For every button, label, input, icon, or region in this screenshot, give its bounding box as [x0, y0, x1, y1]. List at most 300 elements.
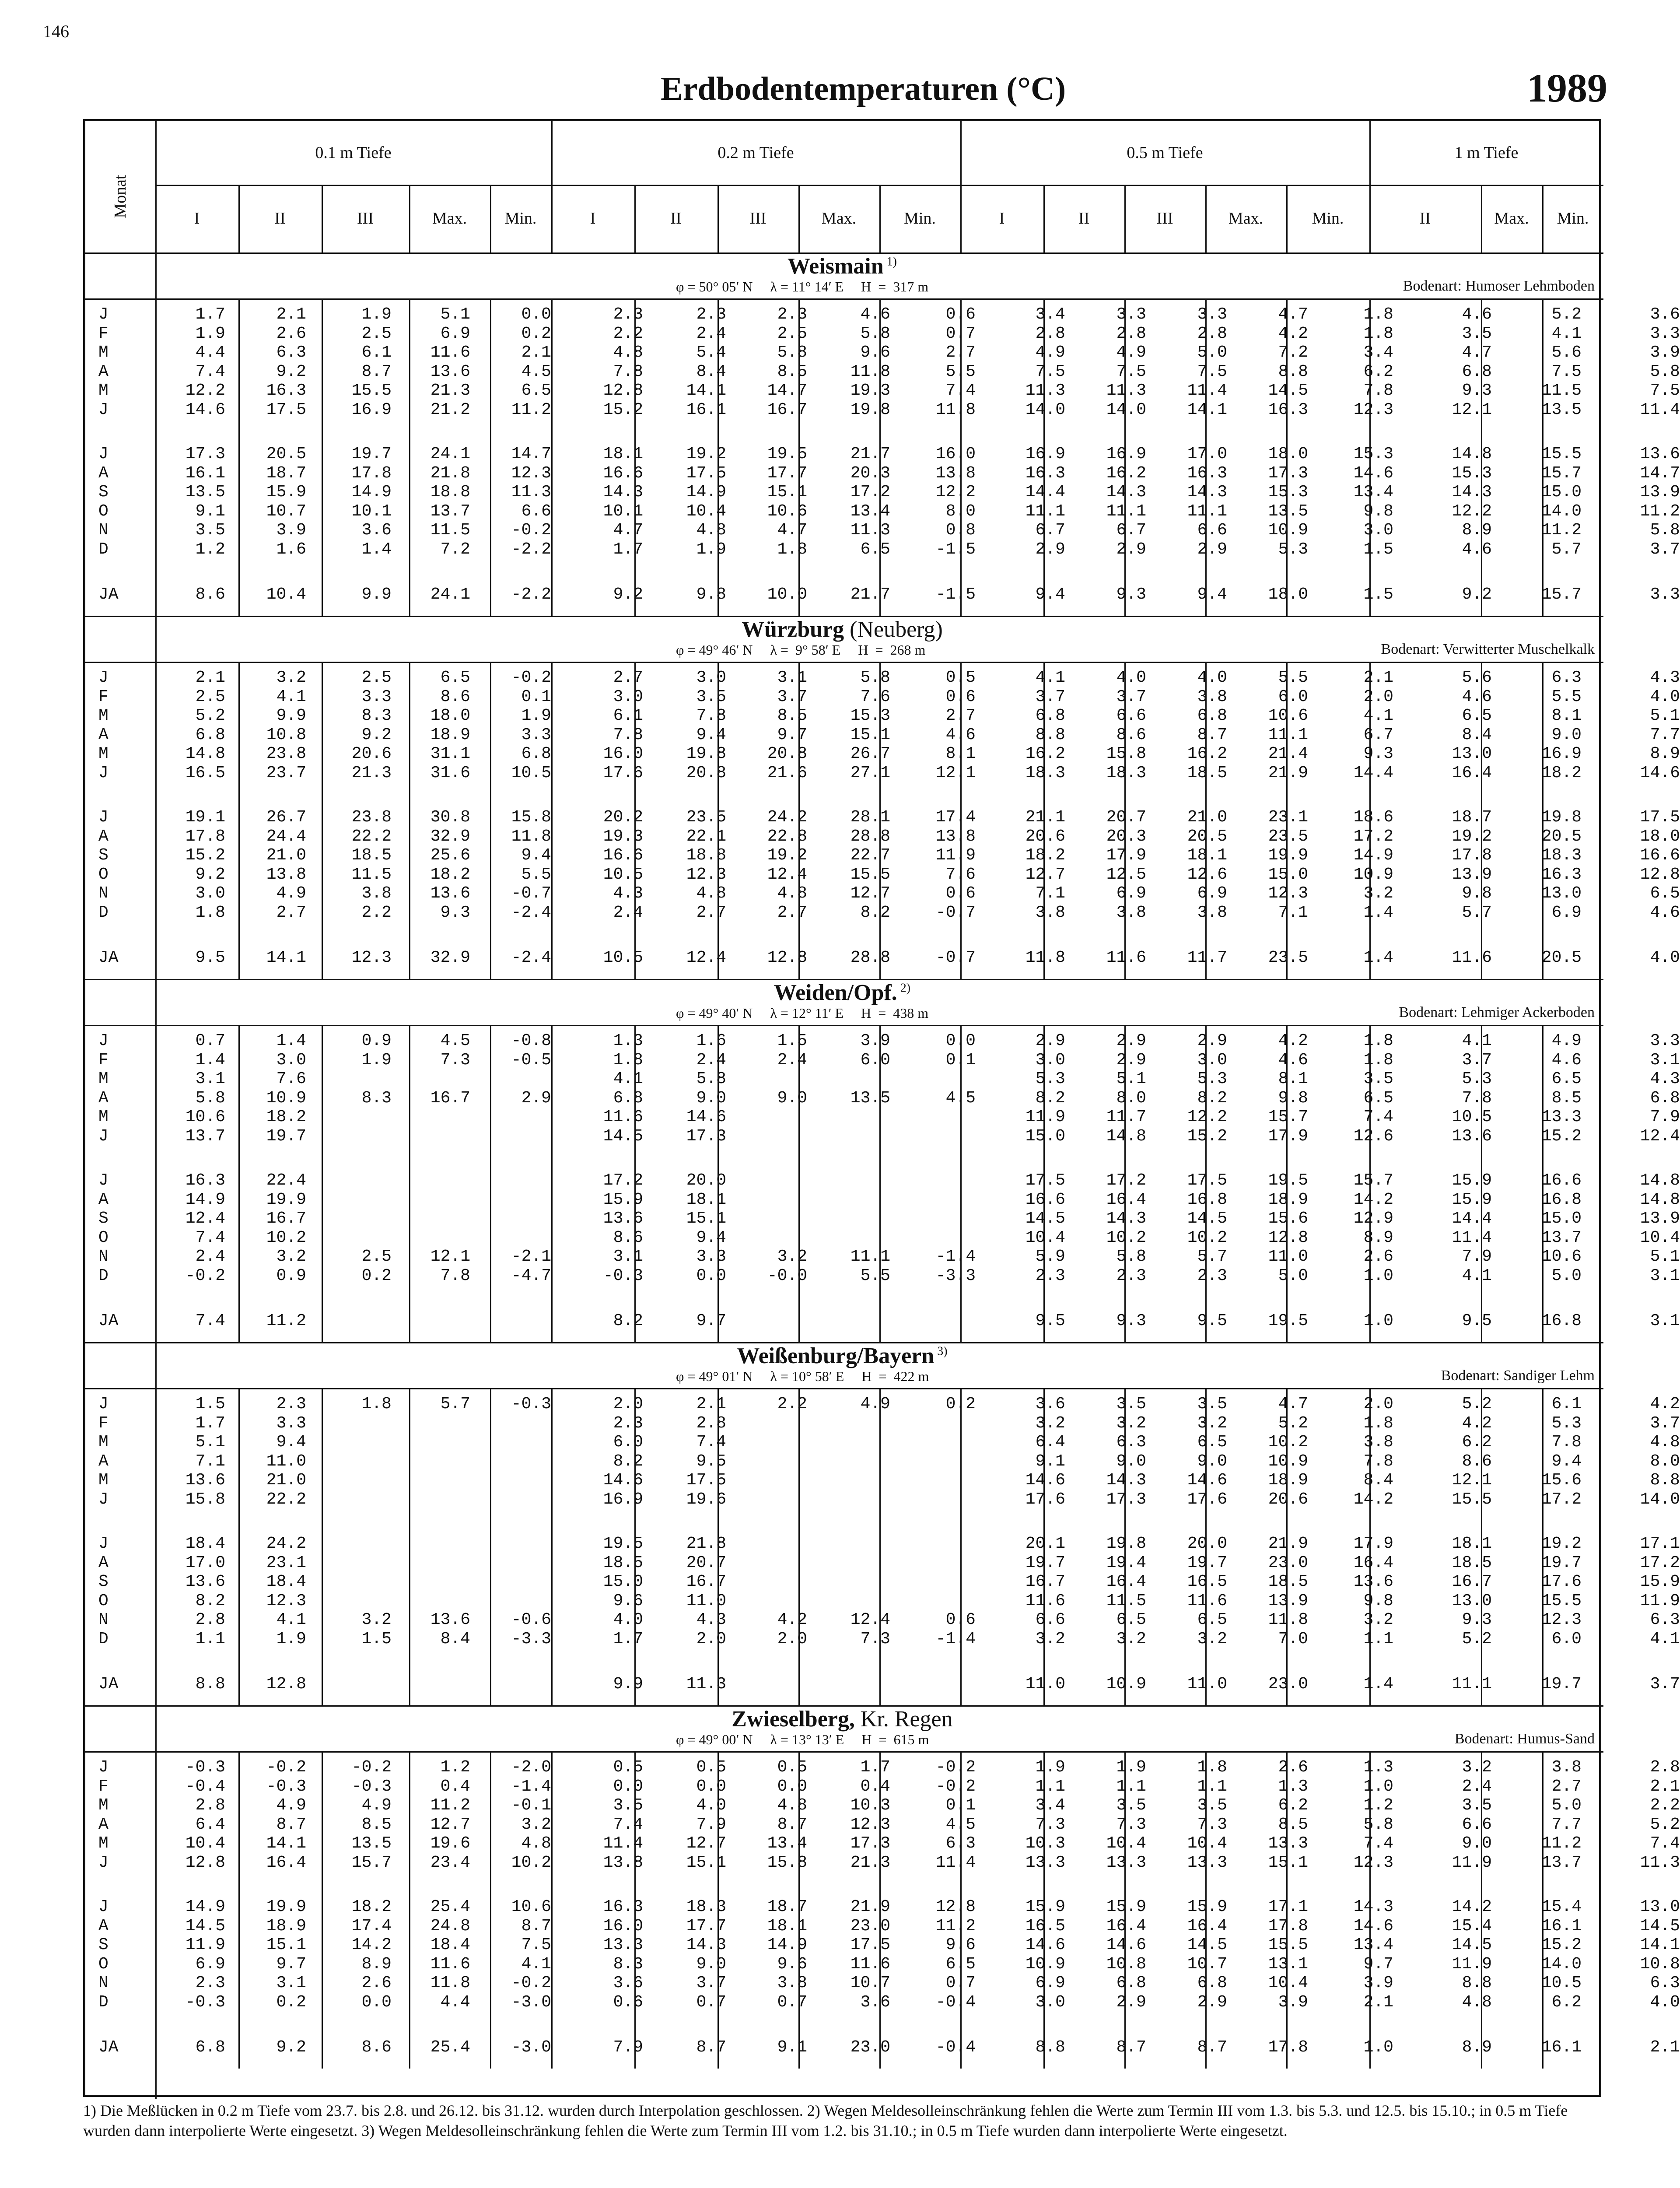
month-label: D	[98, 903, 108, 922]
table-cell: 0.6	[945, 884, 976, 903]
table-cell: 14.7	[511, 445, 551, 463]
table-cell: 1.6	[696, 1031, 726, 1050]
table-cell: 6.0	[613, 1433, 643, 1452]
annual-cell: 3.7	[1650, 1675, 1680, 1694]
table-cell: 19.4	[1106, 1553, 1146, 1572]
table-cell: 18.7	[1452, 808, 1492, 827]
table-cell: 3.3	[1650, 324, 1680, 343]
table-cell: 2.9	[1116, 1031, 1146, 1050]
table-cell: 6.4	[1035, 1433, 1065, 1452]
table-cell: 6.6	[1197, 521, 1227, 540]
table-cell: 8.0	[1650, 1452, 1680, 1471]
table-cell: 8.4	[1462, 725, 1492, 744]
table-cell: 12.6	[1353, 1126, 1393, 1146]
table-cell: 14.6	[1106, 1936, 1146, 1954]
table-cell: 4.1	[276, 1610, 306, 1629]
column-divider	[1043, 1025, 1045, 1342]
table-cell: 13.3	[1187, 1853, 1227, 1872]
table-cell: -2.1	[511, 1247, 551, 1266]
month-label: O	[98, 1954, 108, 1974]
table-cell: 12.2	[185, 381, 225, 400]
table-cell: 17.5	[1640, 808, 1680, 827]
table-cell: 3.4	[1363, 343, 1393, 362]
table-cell: 1.6	[276, 540, 306, 559]
table-cell: 12.7	[850, 884, 890, 903]
table-cell: 7.5	[1551, 362, 1582, 381]
table-cell: 3.2	[1035, 1413, 1065, 1433]
table-cell: 1.8	[613, 1050, 643, 1069]
table-cell: 1.3	[613, 1031, 643, 1050]
table-cell: 17.3	[185, 445, 225, 463]
table-cell: 16.1	[1541, 1916, 1582, 1936]
table-cell: 2.6	[361, 1974, 392, 1992]
table-cell: 11.2	[430, 1796, 470, 1815]
table-cell: 11.4	[1187, 381, 1227, 400]
table-cell: 12.8	[1640, 865, 1680, 884]
table-cell: 0.1	[945, 1050, 976, 1069]
annual-cell: -0.7	[935, 948, 976, 967]
table-cell: 4.4	[440, 1992, 470, 2012]
page-title: Erdbodentemperaturen (°C)	[661, 70, 1066, 107]
table-cell: 11.9	[1452, 1853, 1492, 1872]
column-header: I	[590, 209, 596, 228]
table-cell: 4.0	[1650, 1992, 1680, 2012]
annual-cell: 14.1	[266, 948, 306, 967]
table-cell: 15.3	[1268, 483, 1308, 501]
month-label: A	[98, 362, 108, 381]
table-cell: 15.7	[1541, 463, 1582, 483]
column-divider	[634, 662, 636, 979]
table-cell: 1.9	[361, 305, 392, 324]
table-cell: 3.2	[1462, 1758, 1492, 1777]
table-cell: 4.6	[1462, 540, 1492, 559]
table-cell: 14.3	[1106, 1209, 1146, 1228]
annual-cell: 16.8	[1541, 1311, 1582, 1330]
table-cell: 16.6	[1025, 1190, 1065, 1209]
annual-cell: 9.1	[777, 2038, 807, 2057]
table-cell: 9.5	[696, 1452, 726, 1471]
column-divider	[718, 298, 719, 616]
table-cell: 13.6	[185, 1471, 225, 1490]
table-cell: 3.2	[361, 1610, 392, 1629]
table-cell: 7.5	[1116, 362, 1146, 381]
table-cell: 18.3	[686, 1897, 726, 1916]
column-header: Max.	[1494, 209, 1529, 228]
table-cell: 4.8	[1650, 1433, 1680, 1452]
annual-cell: 11.6	[1106, 948, 1146, 967]
table-cell: 9.4	[1551, 1452, 1582, 1471]
table-cell: 8.8	[1462, 1974, 1492, 1992]
table-cell: 5.7	[1462, 903, 1492, 922]
table-cell: 16.1	[185, 463, 225, 483]
table-cell: 13.3	[1106, 1853, 1146, 1872]
table-cell: 20.3	[850, 463, 890, 483]
table-cell: 14.6	[1025, 1936, 1065, 1954]
table-cell: 3.5	[1197, 1395, 1227, 1413]
table-cell: 7.1	[1035, 884, 1065, 903]
annual-cell: 8.6	[195, 585, 225, 604]
table-cell: 5.7	[440, 1395, 470, 1413]
table-cell: 16.4	[1106, 1190, 1146, 1209]
table-cell: 10.4	[686, 501, 726, 521]
table-cell: 8.2	[1035, 1088, 1065, 1108]
table-cell: 11.5	[1541, 381, 1582, 400]
table-cell: 3.3	[1197, 305, 1227, 324]
table-cell: 0.6	[613, 1992, 643, 2012]
table-cell: 5.2	[1551, 305, 1582, 324]
table-cell: 8.7	[521, 1916, 551, 1936]
table-cell: 6.8	[1650, 1088, 1680, 1108]
table-cell: 23.1	[266, 1553, 306, 1572]
table-cell: 15.0	[1541, 483, 1582, 501]
table-cell: 3.0	[1363, 521, 1393, 540]
table-cell: 19.6	[430, 1834, 470, 1853]
table-cell: 8.0	[1116, 1088, 1146, 1108]
table-cell: 18.7	[266, 463, 306, 483]
table-cell: 16.8	[1187, 1190, 1227, 1209]
table-cell: -0.8	[511, 1031, 551, 1050]
table-cell: 7.3	[1116, 1815, 1146, 1834]
table-cell: 5.5	[1551, 687, 1582, 706]
column-divider	[718, 1025, 719, 1342]
column-divider	[238, 1751, 240, 2069]
column-divider	[1481, 662, 1482, 979]
table-cell: 1.9	[696, 540, 726, 559]
table-cell: 5.8	[1650, 521, 1680, 540]
table-cell: 2.4	[195, 1247, 225, 1266]
table-cell: 12.3	[686, 865, 726, 884]
table-cell: -0.4	[935, 1992, 976, 2012]
station-coordinates: φ = 49° 46′ N λ = 9° 58′ E H = 268 m	[676, 642, 926, 658]
table-cell: 13.5	[850, 1088, 890, 1108]
column-divider	[409, 1751, 410, 2069]
table-cell: 4.9	[361, 1796, 392, 1815]
table-cell: 28.1	[850, 808, 890, 827]
table-cell: 8.9	[1650, 744, 1680, 763]
table-cell: 10.9	[266, 1088, 306, 1108]
table-cell: 16.3	[1268, 400, 1308, 419]
table-cell: 14.6	[603, 1471, 643, 1490]
table-cell: 18.8	[430, 483, 470, 501]
table-cell: 6.2	[1278, 1796, 1308, 1815]
table-cell: 2.5	[777, 324, 807, 343]
table-cell: 16.7	[266, 1209, 306, 1228]
table-cell: 14.0	[1025, 400, 1065, 419]
table-cell: 9.3	[1462, 381, 1492, 400]
table-cell: 16.4	[1353, 1553, 1393, 1572]
column-divider	[238, 1025, 240, 1342]
table-cell: 6.9	[1551, 903, 1582, 922]
table-cell: 9.0	[1197, 1452, 1227, 1471]
table-cell: 6.8	[613, 1088, 643, 1108]
table-cell: 15.0	[1268, 865, 1308, 884]
table-cell: -1.4	[511, 1777, 551, 1796]
table-cell: 21.3	[351, 763, 392, 782]
annual-cell: 9.2	[613, 585, 643, 604]
annual-cell: 17.8	[1268, 2038, 1308, 2057]
table-cell: 4.9	[1035, 343, 1065, 362]
table-cell: 16.3	[1187, 463, 1227, 483]
table-cell: 10.7	[1187, 1954, 1227, 1974]
table-cell: 16.0	[603, 1916, 643, 1936]
table-cell: 2.3	[195, 1974, 225, 1992]
table-cell: 15.1	[686, 1853, 726, 1872]
table-cell: 15.3	[1353, 445, 1393, 463]
depth-header: 0.5 m Tiefe	[1127, 144, 1203, 162]
table-cell: 11.1	[1187, 501, 1227, 521]
table-cell: 10.8	[1106, 1954, 1146, 1974]
table-cell: 3.4	[1035, 305, 1065, 324]
month-label: M	[98, 1834, 108, 1853]
table-cell: 8.7	[276, 1815, 306, 1834]
table-cell: 17.5	[686, 463, 726, 483]
table-cell: 4.1	[1462, 1266, 1492, 1285]
column-header: II	[274, 209, 286, 228]
table-cell: 15.8	[511, 808, 551, 827]
table-cell: 13.8	[603, 1853, 643, 1872]
table-cell: -0.2	[266, 1758, 306, 1777]
table-cell: -2.0	[511, 1758, 551, 1777]
table-cell: 3.7	[1116, 687, 1146, 706]
table-cell: 8.5	[1551, 1088, 1582, 1108]
table-cell: 4.3	[1650, 1069, 1680, 1088]
table-cell: 5.5	[1278, 668, 1308, 687]
table-cell: 17.2	[1541, 1490, 1582, 1509]
table-cell: 4.3	[1650, 668, 1680, 687]
annual-cell: 1.4	[1363, 1675, 1393, 1694]
annual-cell: 8.7	[696, 2038, 726, 2057]
month-label: J	[98, 1395, 108, 1413]
table-cell: -0.2	[511, 668, 551, 687]
table-cell: 4.2	[1462, 1413, 1492, 1433]
table-cell: 3.8	[1035, 903, 1065, 922]
table-cell: -2.4	[511, 903, 551, 922]
table-cell: 0.6	[945, 1610, 976, 1629]
table-cell: 4.6	[1551, 1050, 1582, 1069]
column-divider	[1043, 1388, 1045, 1705]
table-cell: 12.1	[1452, 1471, 1492, 1490]
table-cell: 13.3	[1268, 1834, 1308, 1853]
column-divider	[1481, 1025, 1482, 1342]
table-cell: 12.3	[1353, 400, 1393, 419]
table-cell: 14.4	[1452, 1209, 1492, 1228]
table-cell: 6.0	[1551, 1629, 1582, 1648]
table-cell: 10.1	[351, 501, 392, 521]
table-cell: 10.8	[266, 725, 306, 744]
table-cell: 2.8	[1650, 1758, 1680, 1777]
table-cell: 3.1	[1650, 1050, 1680, 1069]
table-cell: 19.2	[1541, 1534, 1582, 1553]
column-divider	[879, 1388, 881, 1705]
column-divider	[409, 662, 410, 979]
table-cell: 11.5	[1106, 1591, 1146, 1610]
table-cell: 11.0	[1268, 1247, 1308, 1266]
table-cell: 11.3	[1106, 381, 1146, 400]
table-cell: 1.2	[440, 1758, 470, 1777]
table-cell: 25.6	[430, 846, 470, 865]
table-cell: 6.5	[1116, 1610, 1146, 1629]
table-cell: 18.8	[686, 846, 726, 865]
table-cell: 0.5	[613, 1758, 643, 1777]
table-cell: 9.2	[361, 725, 392, 744]
table-cell: 1.8	[1363, 324, 1393, 343]
table-cell: 4.9	[1116, 343, 1146, 362]
table-cell: 11.2	[1541, 521, 1582, 540]
table-cell: 2.1	[195, 668, 225, 687]
table-cell: 19.2	[767, 846, 807, 865]
column-divider	[490, 1025, 491, 1342]
table-cell: 19.5	[1268, 1171, 1308, 1190]
month-label: F	[98, 1050, 108, 1069]
table-cell: 3.7	[1462, 1050, 1492, 1069]
station-coordinates: φ = 49° 40′ N λ = 12° 11′ E H = 438 m	[676, 1005, 929, 1021]
table-cell: 4.8	[777, 1796, 807, 1815]
table-cell: 7.0	[1278, 1629, 1308, 1648]
annual-cell: 15.7	[1541, 585, 1582, 604]
table-cell: 2.3	[696, 305, 726, 324]
table-cell: 16.4	[1452, 763, 1492, 782]
annual-cell: 9.5	[1197, 1311, 1227, 1330]
table-cell: 4.2	[1650, 1395, 1680, 1413]
table-cell: 5.2	[1462, 1395, 1492, 1413]
table-cell: 2.6	[1278, 1758, 1308, 1777]
table-cell: 11.3	[1640, 1853, 1680, 1872]
table-cell: 19.1	[185, 808, 225, 827]
table-cell: 6.5	[521, 381, 551, 400]
table-cell: 21.4	[1268, 744, 1308, 763]
table-cell: 11.2	[935, 1916, 976, 1936]
table-cell: 11.4	[603, 1834, 643, 1853]
table-cell: 3.3	[1116, 305, 1146, 324]
table-cell: 17.2	[1106, 1171, 1146, 1190]
table-cell: 11.4	[1640, 400, 1680, 419]
table-cell: 17.6	[1541, 1572, 1582, 1591]
table-cell: 14.5	[1187, 1936, 1227, 1954]
table-cell: 15.9	[1106, 1897, 1146, 1916]
table-cell: 6.5	[1650, 884, 1680, 903]
table-cell: 2.1	[696, 1395, 726, 1413]
table-cell: 8.4	[440, 1629, 470, 1648]
annual-cell: 11.8	[1025, 948, 1065, 967]
table-cell: 1.9	[361, 1050, 392, 1069]
table-cell: 0.2	[945, 1395, 976, 1413]
column-divider	[1369, 1751, 1371, 2069]
table-cell: 11.1	[850, 1247, 890, 1266]
table-cell: 4.1	[613, 1069, 643, 1088]
table-cell: 14.3	[603, 483, 643, 501]
table-cell: 3.5	[1462, 1796, 1492, 1815]
table-cell: 4.9	[276, 884, 306, 903]
station-name: Weißenburg/Bayern $^{3)}$	[737, 1343, 948, 1368]
column-divider	[1124, 662, 1126, 979]
table-cell: 2.5	[361, 668, 392, 687]
column-divider	[1286, 298, 1288, 616]
table-cell: 12.3	[266, 1591, 306, 1610]
table-cell: 16.4	[1106, 1572, 1146, 1591]
annual-cell: 12.8	[767, 948, 807, 967]
table-cell: 6.5	[440, 668, 470, 687]
table-cell: 11.0	[266, 1452, 306, 1471]
table-cell: 5.6	[1551, 343, 1582, 362]
table-cell: 19.3	[850, 381, 890, 400]
table-cell: 14.2	[1353, 1190, 1393, 1209]
table-cell: 7.1	[195, 1452, 225, 1471]
month-label: J	[98, 1897, 108, 1916]
table-cell: 6.6	[1462, 1815, 1492, 1834]
table-cell: 6.6	[1116, 706, 1146, 725]
table-cell: 3.2	[1116, 1413, 1146, 1433]
month-label: O	[98, 1228, 108, 1247]
table-cell: 3.9	[276, 521, 306, 540]
table-cell: 4.3	[696, 1610, 726, 1629]
table-cell: 10.4	[1025, 1228, 1065, 1247]
table-cell: 3.0	[1035, 1050, 1065, 1069]
table-cell: 10.8	[1640, 1954, 1680, 1974]
table-cell: 14.0	[1106, 400, 1146, 419]
column-divider	[409, 1025, 410, 1342]
table-cell: 4.2	[777, 1610, 807, 1629]
table-cell: 16.3	[185, 1171, 225, 1190]
table-cell: 0.1	[945, 1796, 976, 1815]
table-cell: 6.2	[1462, 1433, 1492, 1452]
table-cell: 3.2	[777, 1247, 807, 1266]
table-cell: 11.1	[1268, 725, 1308, 744]
table-cell: 3.3	[276, 1413, 306, 1433]
table-cell: 13.6	[1452, 1126, 1492, 1146]
table-cell: 15.9	[1025, 1897, 1065, 1916]
table-cell: 14.4	[1353, 763, 1393, 782]
table-cell: 4.9	[276, 1796, 306, 1815]
table-cell: 17.1	[1640, 1534, 1680, 1553]
column-divider	[1205, 1751, 1207, 2069]
table-cell: 5.3	[1035, 1069, 1065, 1088]
table-cell: 1.7	[195, 305, 225, 324]
table-cell: 22.4	[266, 1171, 306, 1190]
table-cell: 0.0	[696, 1266, 726, 1285]
table-cell: 12.4	[1640, 1126, 1680, 1146]
table-cell: 0.0	[613, 1777, 643, 1796]
annual-cell: 6.8	[195, 2038, 225, 2057]
table-cell: 14.6	[1187, 1471, 1227, 1490]
table-cell: 5.5	[945, 362, 976, 381]
table-cell: 3.7	[1650, 1413, 1680, 1433]
table-cell: 8.6	[613, 1228, 643, 1247]
table-cell: 16.7	[1452, 1572, 1492, 1591]
column-divider	[322, 1751, 323, 2069]
table-cell: 3.5	[195, 521, 225, 540]
table-cell: 18.9	[430, 725, 470, 744]
table-cell: 8.9	[1462, 521, 1492, 540]
table-cell: 32.9	[430, 827, 470, 846]
table-cell: 2.1	[1650, 1777, 1680, 1796]
table-cell: 19.6	[686, 1490, 726, 1509]
table-cell: 14.0	[1541, 501, 1582, 521]
table-cell: 13.4	[767, 1834, 807, 1853]
table-cell: 23.5	[686, 808, 726, 827]
table-cell: 9.3	[1462, 1610, 1492, 1629]
annual-cell: 10.5	[603, 948, 643, 967]
annual-cell: 9.8	[696, 585, 726, 604]
soil-type: Bodenart: Humus-Sand	[1454, 1731, 1595, 1747]
table-cell: 7.8	[696, 706, 726, 725]
table-cell: 14.9	[1353, 846, 1393, 865]
table-cell: 7.4	[195, 1228, 225, 1247]
table-cell: 3.5	[1462, 324, 1492, 343]
table-cell: 11.7	[1106, 1108, 1146, 1126]
table-cell: 3.2	[1197, 1413, 1227, 1433]
month-label: N	[98, 521, 108, 540]
table-cell: 14.6	[686, 1108, 726, 1126]
